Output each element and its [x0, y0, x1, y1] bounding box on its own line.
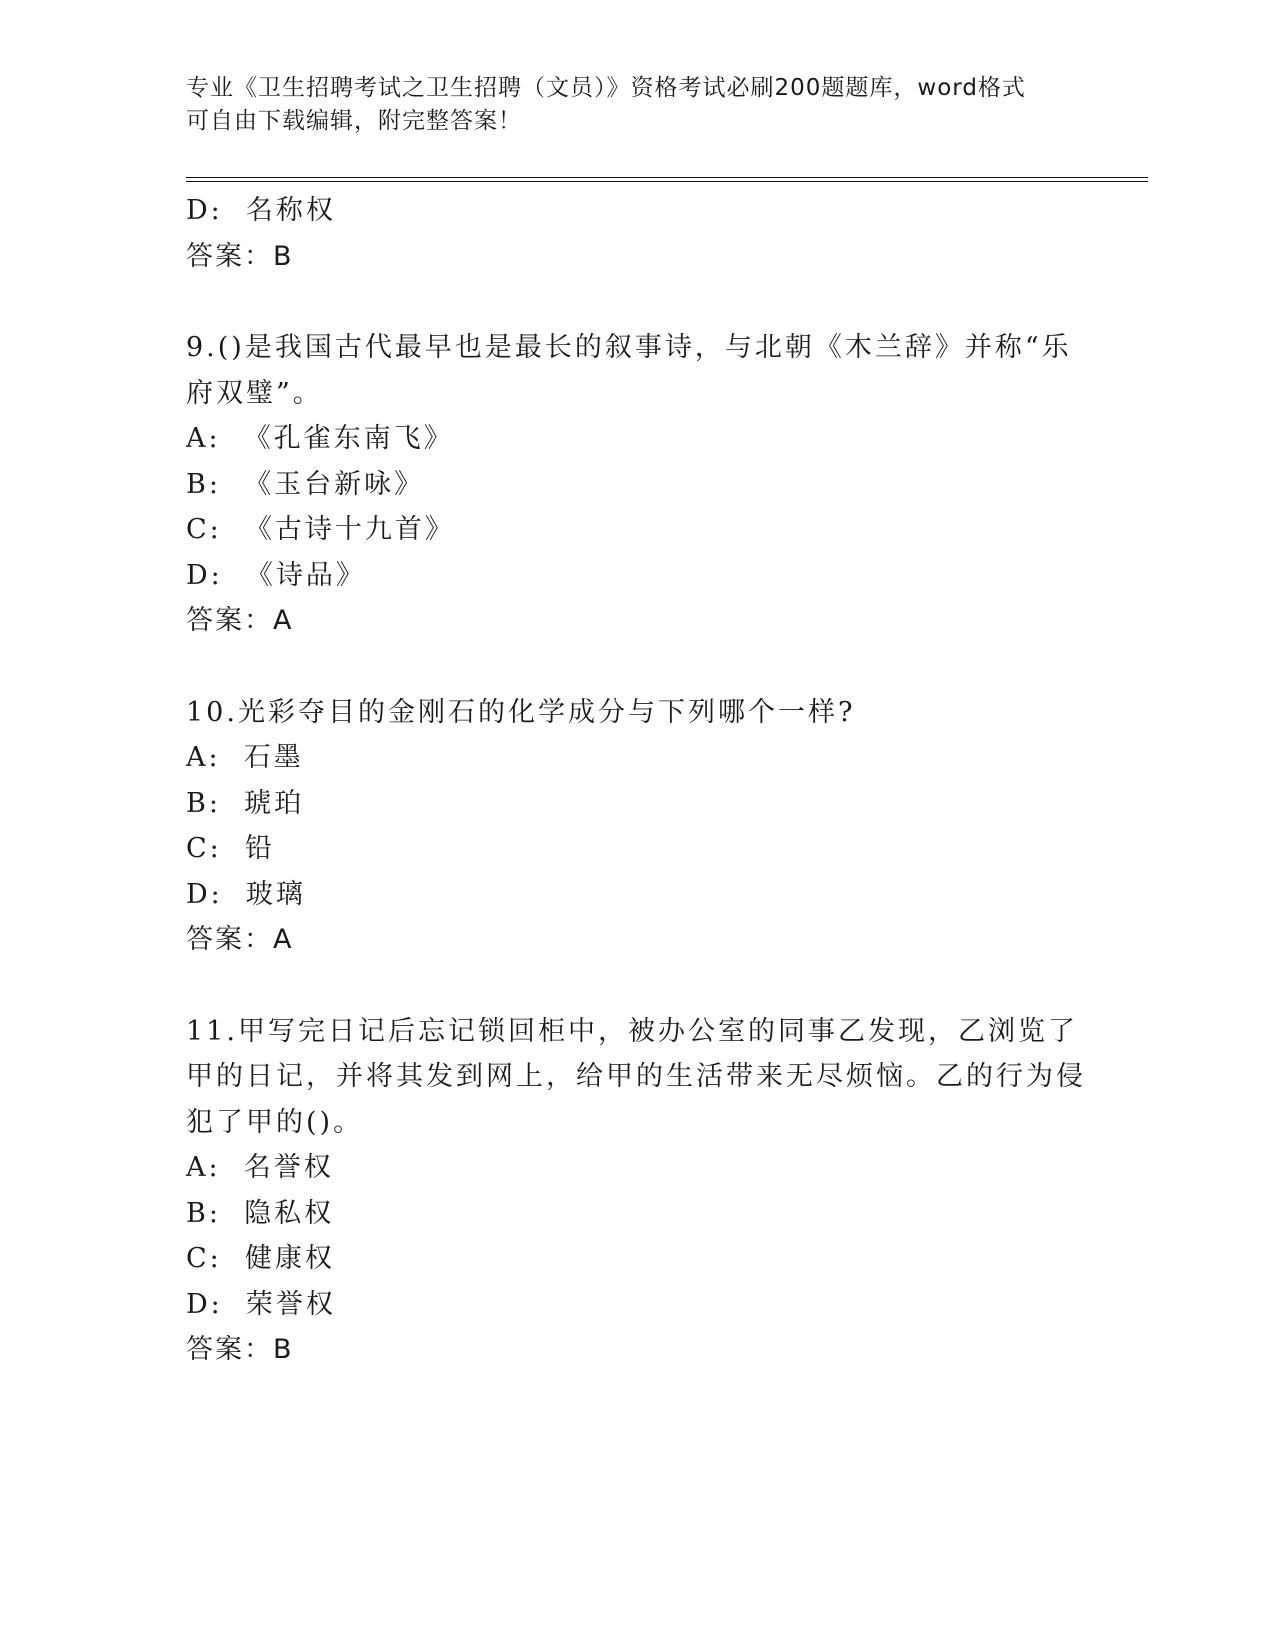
question-stem: 11.甲写完日记后忘记锁回柜中，被办公室的同事乙发现，乙浏览了甲的日记，并将其发到网上，给甲的生活带来无尽烦恼。乙的行为侵犯了甲的()。 — [186, 1015, 1086, 1138]
answer-line: 答案：B — [186, 1334, 294, 1365]
answer-line: 答案：A — [186, 924, 294, 955]
option-a: A: 石墨 — [186, 742, 304, 773]
option-d: D: 《诗品》 — [186, 559, 366, 591]
option-a: A: 《孔雀东南飞》 — [186, 423, 454, 454]
option-b: B: 《玉台新咏》 — [186, 468, 425, 500]
option-b: B: 琥珀 — [186, 787, 305, 819]
option-b: B: 隐私权 — [186, 1197, 335, 1229]
spacer — [186, 644, 1086, 690]
option-d: D: 名称权 — [186, 195, 336, 226]
answer-line: 答案：A — [186, 605, 294, 636]
question-9 — [186, 325, 1086, 644]
spacer — [186, 963, 1086, 1009]
option-d: D: 荣誉权 — [186, 1288, 336, 1320]
question-11 — [186, 1009, 1086, 1373]
option-c: C: 铅 — [186, 833, 275, 864]
option-d: D: 玻璃 — [186, 878, 306, 910]
header-title-line-1: 专业《卫生招聘考试之卫生招聘（文员）》资格考试必刷200题题库，word格式 — [186, 75, 1026, 101]
question-10 — [186, 690, 1086, 963]
header-title-line-2: 可自由下载编辑，附完整答案！ — [186, 108, 522, 134]
previous-question-tail — [186, 188, 1086, 279]
question-stem: 9.()是我国古代最早也是最长的叙事诗，与北朝《木兰辞》并称“乐府双璧”。 — [186, 332, 1072, 409]
question-list — [186, 188, 1086, 1373]
answer-line: 答案：B — [186, 240, 294, 272]
header-divider — [186, 177, 1148, 182]
option-a: A: 名誉权 — [186, 1152, 334, 1183]
option-c: C: 《古诗十九首》 — [186, 514, 455, 545]
option-c: C: 健康权 — [186, 1243, 335, 1274]
document-header — [186, 72, 1066, 138]
question-stem: 10.光彩夺目的金刚石的化学成分与下列哪个一样? — [186, 696, 856, 728]
spacer — [186, 279, 1086, 325]
